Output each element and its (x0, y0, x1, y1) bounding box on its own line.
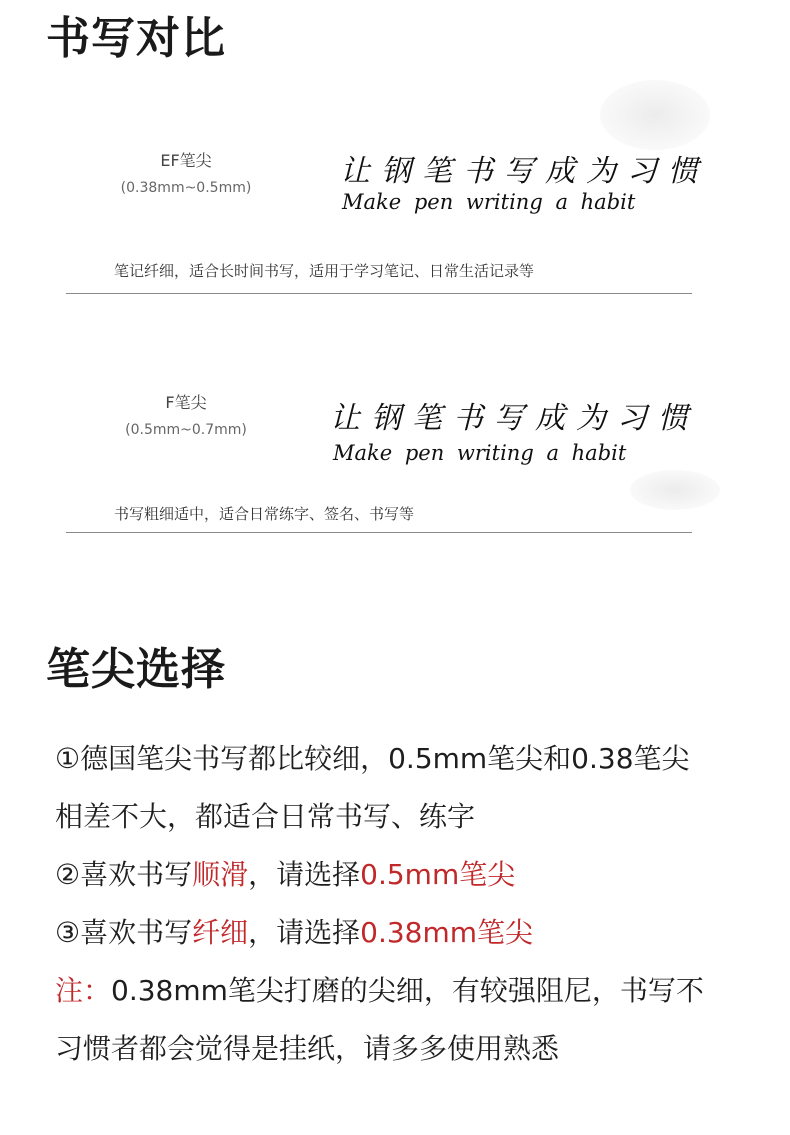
ef-sample-english: Make pen writing a habit (342, 190, 636, 214)
divider-ef (66, 293, 692, 294)
note-line-1 (55, 969, 704, 1009)
f-sample-english: Make pen writing a habit (333, 441, 627, 465)
f-description: 书写粗细适中，适合日常练字、签名、书写等 (114, 505, 415, 523)
paper-texture (630, 470, 720, 510)
ef-nib-label: EF笔尖 (160, 151, 212, 170)
tip-line-4 (55, 911, 533, 951)
tip3-prefix: ②喜欢书写 (55, 858, 193, 891)
paper-texture (600, 80, 710, 150)
tip4-recommendation: 0.38mm笔尖 (360, 916, 534, 949)
ef-description: 笔记纤细，适合长时间书写，适用于学习笔记、日常生活记录等 (114, 262, 535, 280)
note-label: 注： (55, 974, 112, 1007)
tip3-keyword: 顺滑 (192, 858, 249, 891)
tip-line-1: ①德国笔尖书写都比较细，0.5mm笔尖和0.38笔尖 (55, 742, 690, 775)
note-line-2: 习惯者都会觉得是挂纸，请多多使用熟悉 (55, 1032, 560, 1065)
tip3-recommendation: 0.5mm笔尖 (360, 858, 516, 891)
tip4-prefix: ③喜欢书写 (55, 916, 193, 949)
tip4-keyword: 纤细 (192, 916, 249, 949)
tip4-middle: ，请选择 (248, 916, 361, 949)
f-sample-chinese: 让钢笔书写成为习惯 (330, 401, 699, 436)
tip3-middle: ，请选择 (248, 858, 361, 891)
ef-nib-range: (0.38mm~0.5mm) (120, 180, 252, 196)
divider-f (66, 532, 692, 533)
f-nib-label: F笔尖 (165, 393, 207, 412)
section-title-compare: 书写对比 (46, 13, 226, 64)
section-title-select: 笔尖选择 (46, 644, 226, 695)
ef-sample-chinese: 让钢笔书写成为习惯 (340, 154, 709, 189)
f-nib-range: (0.5mm~0.7mm) (125, 422, 247, 438)
tip-line-2: 相差不大，都适合日常书写、练字 (55, 800, 476, 833)
note-text: 0.38mm笔尖打磨的尖细，有较强阻尼，书写不 (111, 974, 704, 1007)
tip-line-3 (55, 853, 515, 893)
